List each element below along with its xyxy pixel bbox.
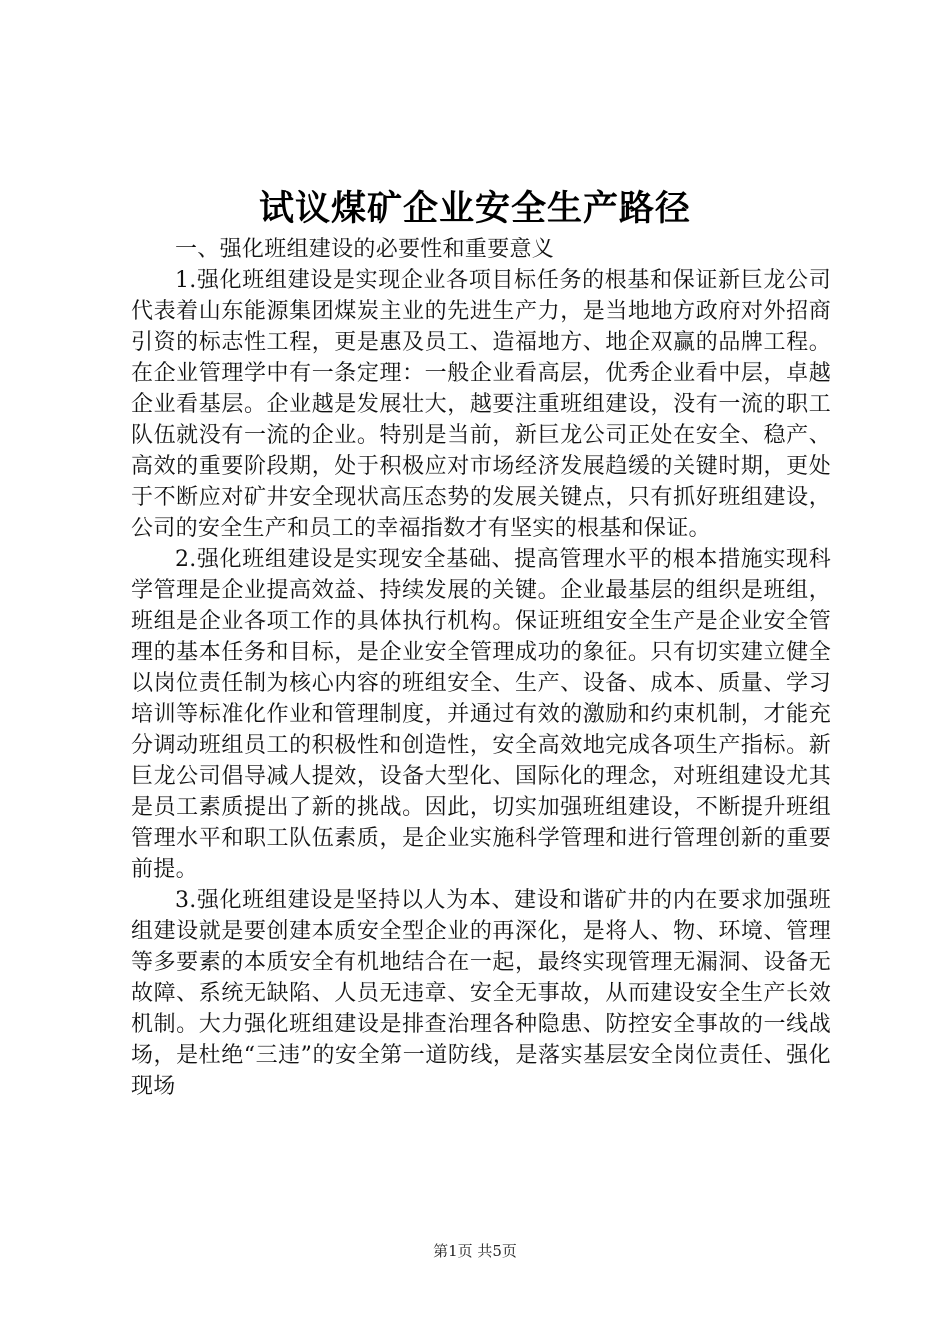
page-footer: 第1页 共5页 <box>433 1242 517 1260</box>
paragraph-1: 1.强化班组建设是实现企业各项目标任务的根基和保证新巨龙公司代表着山东能源集团煤炭主业的先进生产力，是当地地方政府对外招商引资的标志性工程，更是惠及员工、造福地方、地企双赢的品牌工程。在企业管理学中有一条定理：一般企业看高层，优秀企业看中层，卓越企业看基层。企业越是发展壮大，越要注重班组建设，没有一流的职工队伍就没有一流的企业。特别是当前，新巨龙公司正处在安全、稳产、高效的重要阶段期，处于积极应对市场经济发展趋缓的关键时期，更处于不断应对矿井安全现状高压态势的发展关键点，只有抓好班组建设，公司的安全生产和员工的幸福指数才有坚实的根基和保证。 <box>131 268 831 541</box>
paragraph-2: 2.强化班组建设是实现安全基础、提高管理水平的根本措施实现科学管理是企业提高效益、持续发展的关键。企业最基层的组织是班组，班组是企业各项工作的具体执行机构。保证班组安全生产是企业安全管理的基本任务和目标，是企业安全管理成功的象征。只有切实建立健全以岗位责任制为核心内容的班组安全、生产、设备、成本、质量、学习培训等标准化作业和管理制度，并通过有效的激励和约束机制，才能充分调动班组员工的积极性和创造性，安全高效地完成各项生产指标。新巨龙公司倡导减人提效，设备大型化、国际化的理念，对班组建设尤其是员工素质提出了新的挑战。因此，切实加强班组建设，不断提升班组管理水平和职工队伍素质，是企业实施科学管理和进行管理创新的重要前提。 <box>131 547 831 882</box>
paragraph-3: 3.强化班组建设是坚持以人为本、建设和谐矿井的内在要求加强班组建设就是要创建本质安全型企业的再深化，是将人、物、环境、管理等多要素的本质安全有机地结合在一起，最终实现管理无漏洞、设备无故障、系统无缺陷、人员无违章、安全无事故，从而建设安全生产长效机制。大力强化班组建设是排查治理各种隐患、防控安全事故的一线战场，是杜绝“三违”的安全第一道防线，是落实基层安全岗位责任、强化现场 <box>131 888 831 1099</box>
document-title: 试议煤矿企业安全生产路径 <box>258 189 691 229</box>
document-body <box>131 234 831 1102</box>
section-heading: 一、强化班组建设的必要性和重要意义 <box>175 237 555 262</box>
